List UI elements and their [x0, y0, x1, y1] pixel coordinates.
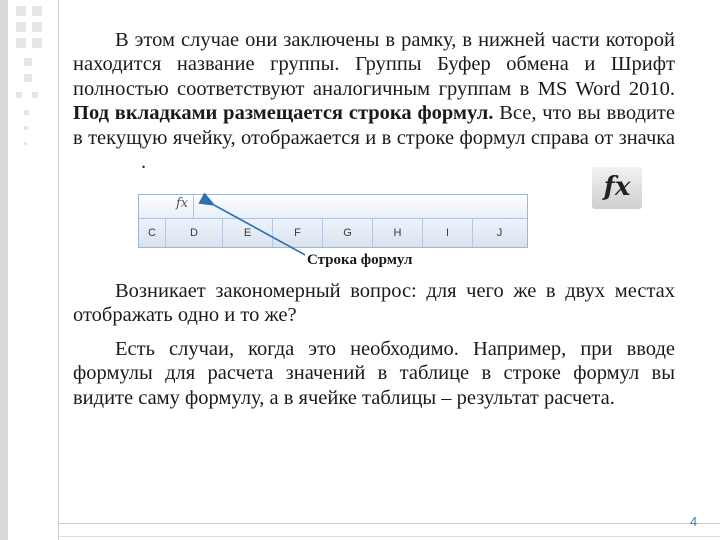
paragraph-1-after-bold: Все, что вы вводите в текущую ячейку, отображается и в строке формул справа от значка — [73, 102, 675, 149]
paragraph-3-text: Есть случаи, когда это необходимо. Например, при вводе формулы для расчета значений в таблице в строке формул вы видите саму формулу, а в ячейке таблицы – результат расчета. — [73, 338, 675, 409]
fx-icon: fx — [592, 167, 642, 209]
column-header: H — [373, 219, 423, 247]
column-header: E — [223, 219, 273, 247]
paragraph-1-line-1: В этом случае они заключены в рамку, в нижней части — [115, 29, 600, 51]
column-header: I — [423, 219, 473, 247]
paragraph-1-end: . — [141, 151, 147, 174]
paragraph-1-body: которой находится название группы. Группы Буфер обмена и Шрифт полностью соответствуют аналогичным группам в MS Word 2010. — [73, 29, 675, 100]
page-number: 4 — [690, 514, 698, 529]
column-header: D — [166, 219, 223, 247]
column-header: F — [273, 219, 323, 247]
paragraph-1-bold: Под вкладками размещается строка формул. — [73, 102, 494, 125]
column-header: J — [496, 227, 503, 239]
paragraph-2-text: Возникает закономерный вопрос: для чего же в двух местах отображать одно и то же? — [73, 280, 675, 327]
paragraph-2 — [73, 279, 675, 328]
fx-small-icon: fx — [176, 196, 189, 211]
figure-caption: Строка формул — [307, 252, 413, 268]
column-header: C — [139, 219, 166, 247]
column-header: G — [323, 219, 373, 247]
paragraph-3 — [73, 337, 675, 410]
